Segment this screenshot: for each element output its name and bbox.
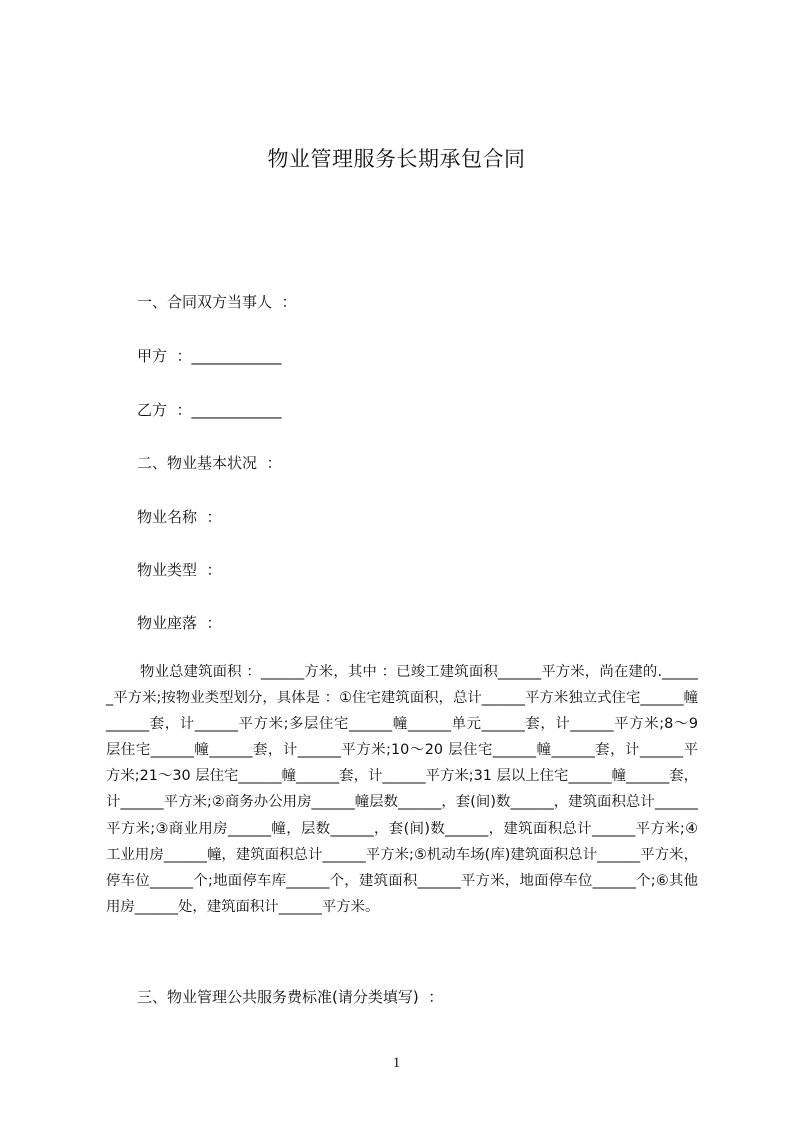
section-3-heading: 三、物业管理公共服务费标准(请分类填写) ： <box>137 988 444 1006</box>
party-b-line: 乙方 ：____________ <box>137 401 282 419</box>
page-number: 1 <box>392 1055 401 1071</box>
section-2-heading: 二、物业基本状况 ： <box>137 454 282 472</box>
property-location-line: 物业座落 ： <box>137 614 222 632</box>
party-a-line: 甲方 ：____________ <box>137 347 282 365</box>
property-name-line: 物业名称 ： <box>137 508 222 526</box>
section-1-heading: 一、合同双方当事人 ： <box>137 293 297 311</box>
document-title: 物业管理服务长期承包合同 <box>267 147 526 171</box>
building-area-paragraph: 物业总建筑面积 ：______方米，其中 ：已竣工建筑面积______平方米，尚在建的.______平方米;按物业类型划分，具体是 ：①住宅建筑面积，总计______平方米独立式住宅______幢______套，计______平方米;多层住宅______幢______单元______套，计______平方米;8～9 层住宅______幢______套，计______平方米;10～20 层住宅______幢______套，计______平方米;21～30 层住宅______幢______套，计______平方米;31 层以上住宅______幢______套，计______平方米;②商务办公用房______幢层数______，套(间)数______，建筑面积总计______平方米;③商业用房______幢，层数______，套(间)数______，建筑面积总计______平方米;④工业用房______幢，建筑面积总计______平方米;⑤机动车场(库)建筑面积总计______平方米，停车位______个;地面停车库______个，建筑面积______平方米，地面停车位______个;⑥其他用房______处，建筑面积计______平方米。 <box>106 664 698 915</box>
property-type-line: 物业类型 ： <box>137 561 222 579</box>
